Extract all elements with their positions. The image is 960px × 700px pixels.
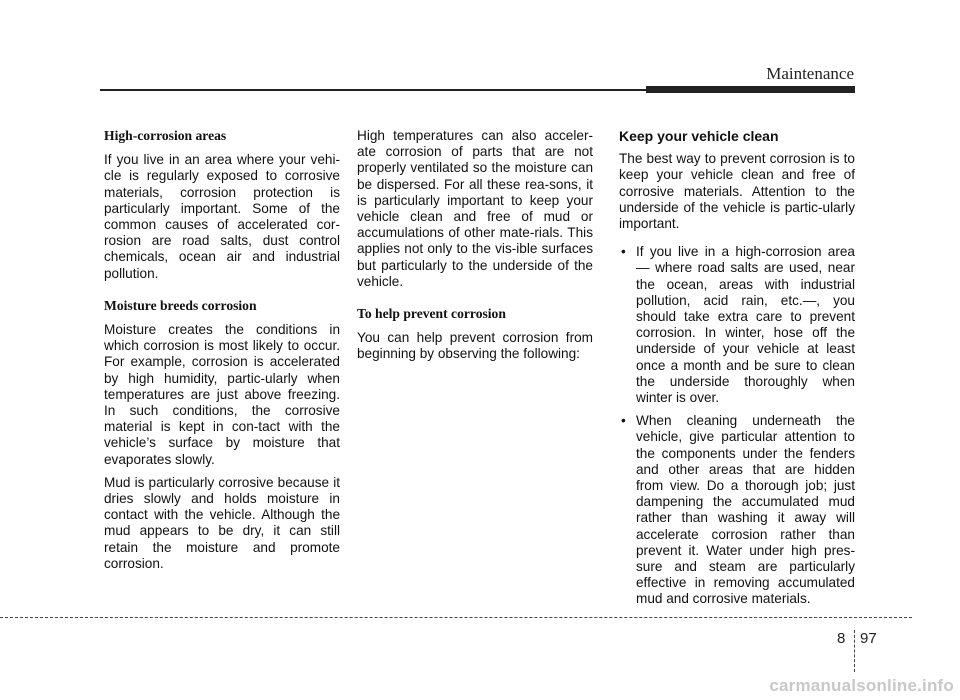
paragraph: You can help prevent corrosion from beginning by observing the following: <box>357 330 593 362</box>
column-1 <box>104 128 340 579</box>
heading-keep-your-vehicle-clean: Keep your vehicle clean <box>619 128 779 144</box>
bullet-icon: • <box>621 244 626 260</box>
list-item-text: If you live in a high-corrosion area — where road salts are used, near the ocean, areas with industrial pollution, acid rain, etc.—, you should take extra care to prevent corrosion. In winter, hose off the underside of your vehicle at least once a month and be sure to clean the underside thoroughly when winter is over. <box>636 244 855 406</box>
page-separator <box>854 630 855 672</box>
heading-to-help-prevent-corrosion: To help prevent corrosion <box>357 306 506 322</box>
header-title: Maintenance <box>766 64 854 83</box>
list-item <box>619 413 855 607</box>
paragraph: High temperatures can also acceler-ate corrosion of parts that are not properly ventilated so the moisture can be dispersed. For all these rea-sons, it is particularly important to keep your vehicle clean and free of mud or accumulations of other mate-rials. This applies not only to the vis-ible surfaces but particularly to the underside of the vehicle. <box>357 128 593 289</box>
list-item <box>619 244 855 406</box>
watermark: carmanualsonline.info <box>769 676 954 695</box>
bullet-list <box>619 244 855 607</box>
paragraph: Mud is particularly corrosive because it dries slowly and holds moisture in contact with the vehicle. Although the mud appears to be dry, it can still retain the moisture and promote corrosion. <box>104 474 340 571</box>
heading-moisture-breeds-corrosion: Moisture breeds corrosion <box>104 297 257 313</box>
header-rule-thin <box>100 89 660 91</box>
header-rule-thick <box>646 86 855 93</box>
heading-high-corrosion-areas: High-corrosion areas <box>104 128 227 143</box>
chapter-number: 8 <box>837 630 846 647</box>
footer-rule <box>0 617 912 618</box>
page-number: 97 <box>860 630 877 647</box>
column-3 <box>619 128 855 615</box>
paragraph: The best way to prevent corrosion is to keep your vehicle clean and free of corrosive materials. Attention to the underside of the vehicle is partic-ularly important. <box>619 151 855 232</box>
column-2 <box>357 128 593 370</box>
bullet-icon: • <box>621 413 626 429</box>
paragraph: If you live in an area where your vehi-cle is regularly exposed to corrosive materials, corrosion protection is particularly important. Some of the common causes of accelerated cor-rosion are road salts, dust control chemicals, ocean air and industrial pollution. <box>104 152 340 281</box>
list-item-text: When cleaning underneath the vehicle, give particular attention to the components under the fenders and other areas that are hidden from view. Do a thorough job; just dampening the accumulated mud rather than washing it away will accelerate corrosion rather than prevent it. Water under high pres-sure and steam are particularly effective in removing accumulated mud and corrosive materials. <box>636 413 855 607</box>
paragraph: Moisture creates the conditions in which corrosion is most likely to occur. For example, corrosion is accelerated by high humidity, partic-ularly when temperatures are just above freezing. In such conditions, the corrosive material is kept in con-tact with the vehicle’s surface by moisture that evaporates slowly. <box>104 322 340 467</box>
